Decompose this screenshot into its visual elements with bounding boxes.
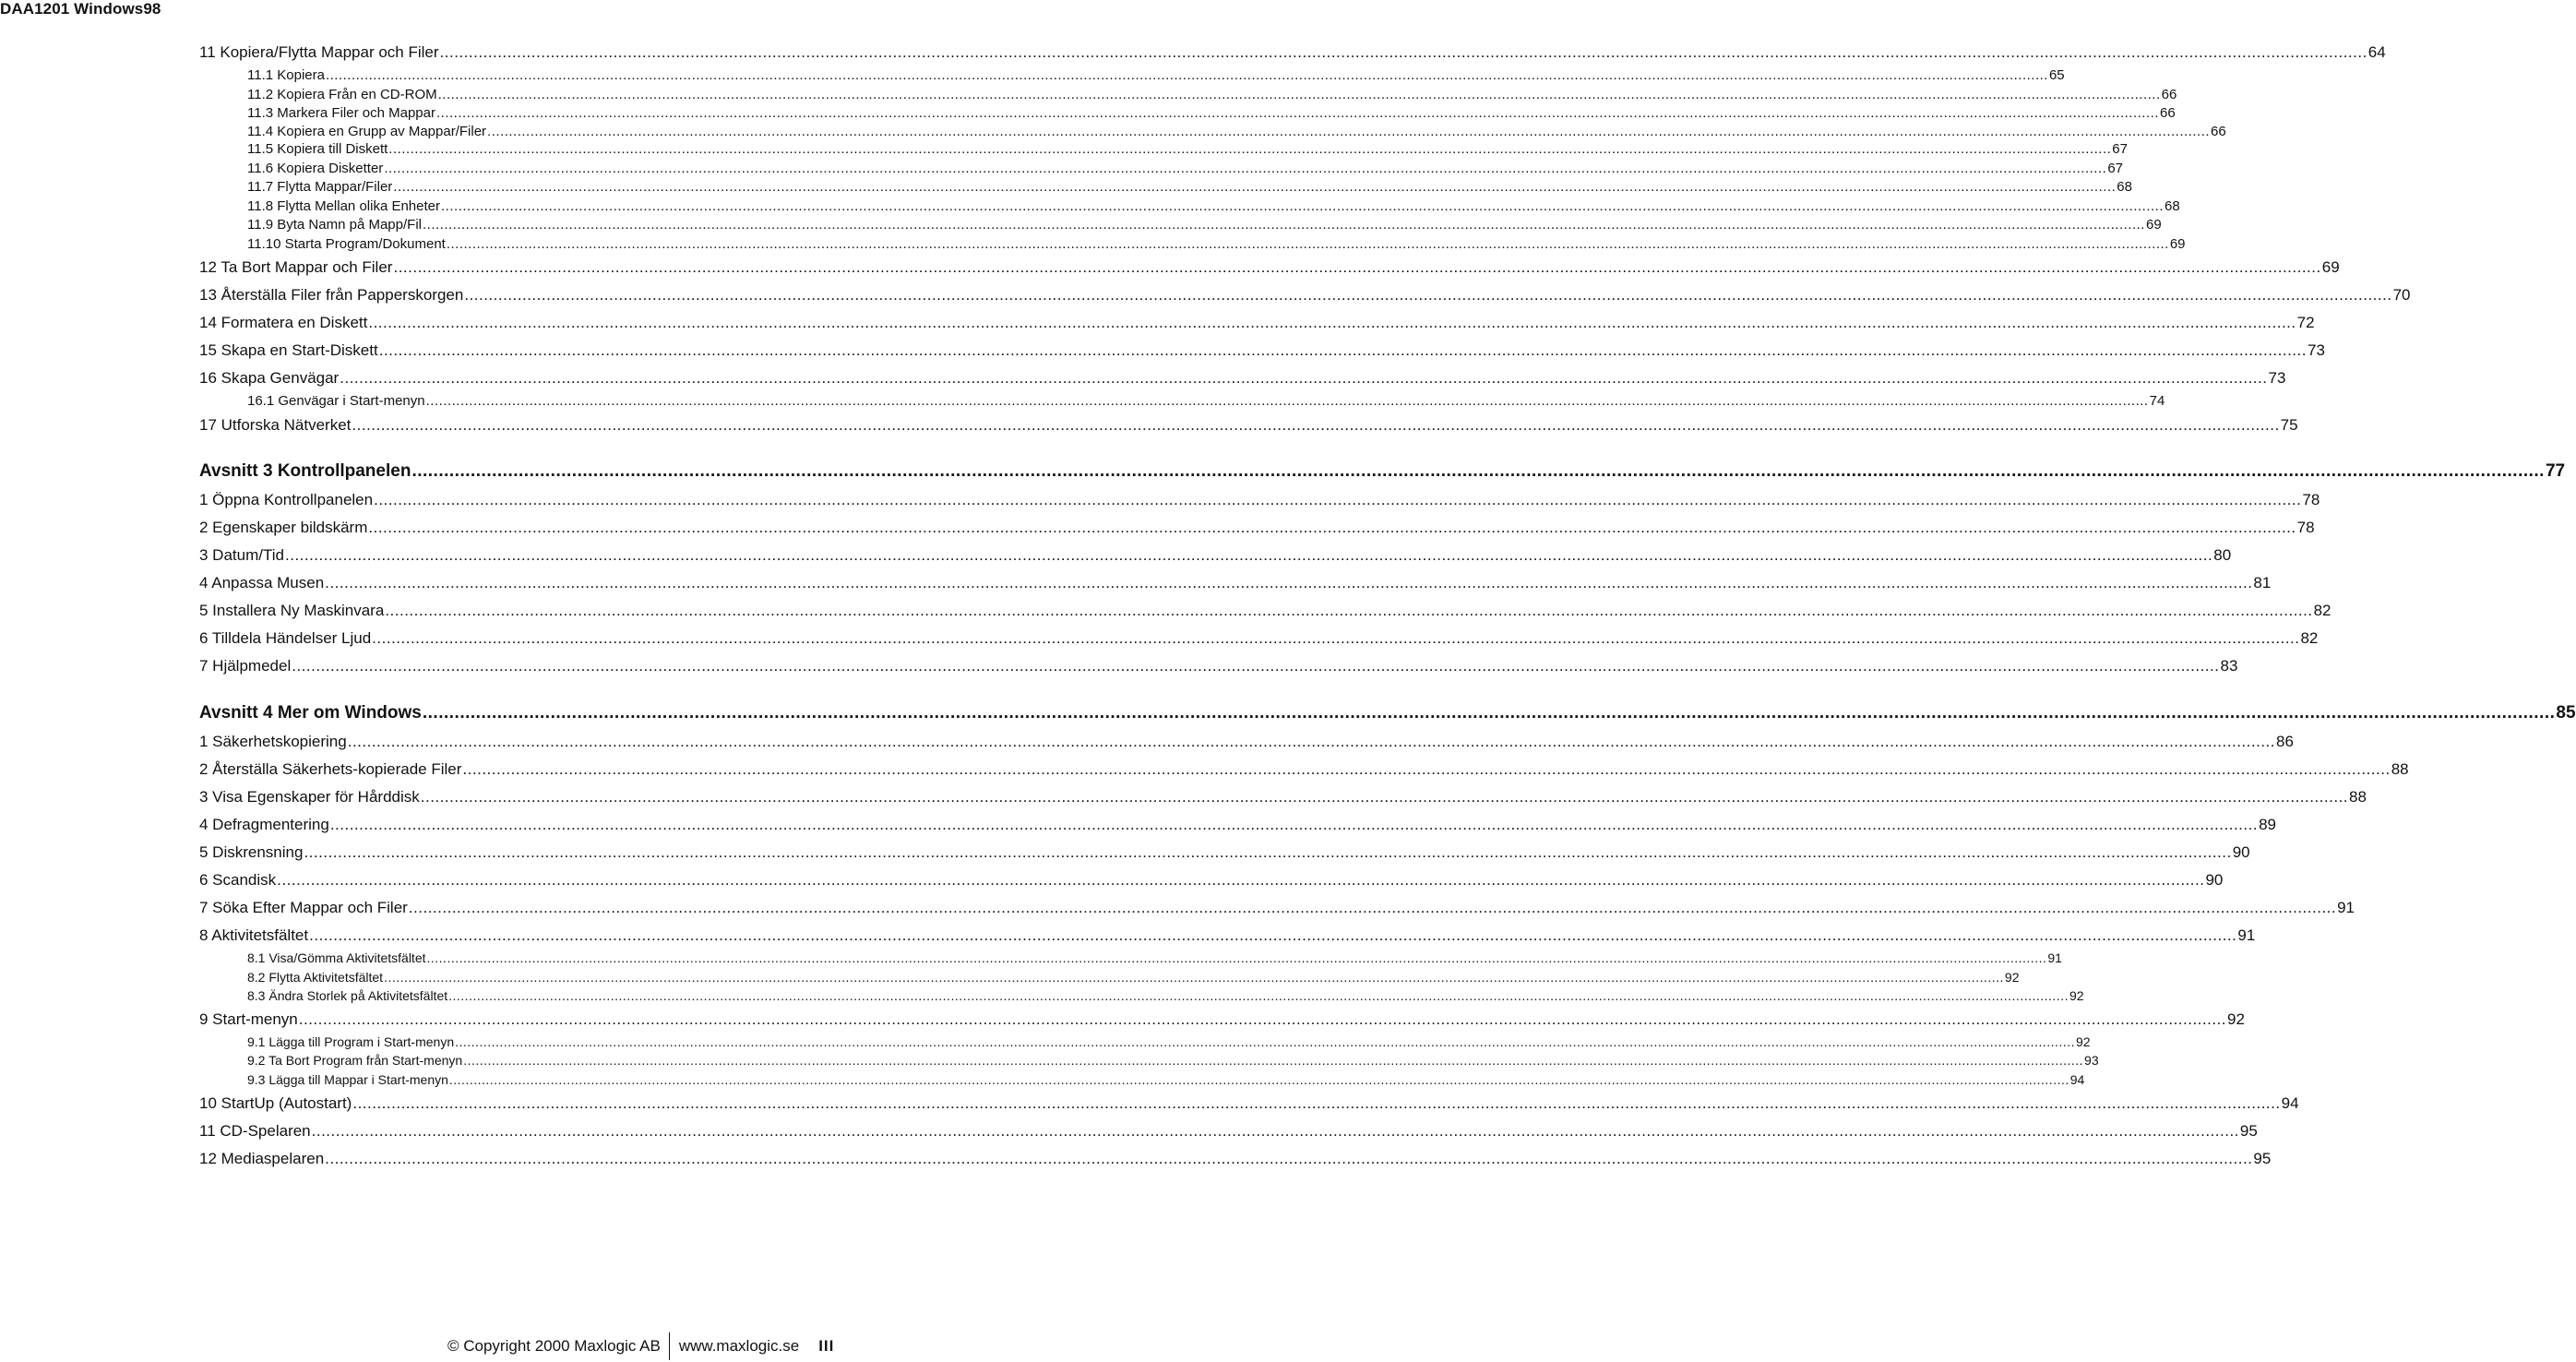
- toc-entry: [199, 43, 2386, 64]
- toc-entry-page: 69: [2169, 236, 2186, 252]
- toc-entry-title: 6 Tilldela Händelser Ljud: [199, 629, 372, 647]
- toc-dot-leader: ................................................................................................................................................................................................................................................................................................................................................................................................................: [422, 217, 2145, 233]
- toc-entry-page: 73: [2268, 369, 2286, 387]
- document-header-title: DAA1201 Windows98: [0, 0, 161, 18]
- toc-entry: [199, 816, 2276, 836]
- toc-entry-title: 11.7 Flytta Mappar/Filer: [247, 179, 393, 195]
- toc-entry: [199, 629, 2319, 650]
- toc-entry-title: 7 Hjälpmedel: [199, 657, 292, 675]
- toc-entry: [199, 602, 2332, 622]
- toc-entry-title: 3 Visa Egenskaper för Hårddisk: [199, 788, 420, 806]
- toc-dot-leader: ................................................................................................................................................................................................................................................................................................................................................................................................................: [388, 141, 2112, 157]
- toc-entry: [199, 788, 2367, 808]
- toc-dot-leader: ................................................................................................................................................................................................................................................................................................................................................................................................................: [435, 105, 2159, 121]
- toc-entry: [199, 491, 2320, 511]
- toc-entry-title: 11 CD-Spelaren: [199, 1122, 311, 1140]
- toc-entry-title: 4 Anpassa Musen: [199, 574, 325, 591]
- toc-entry-title: 11.3 Markera Filer och Mappar: [247, 105, 435, 121]
- toc-entry-page: 88: [2349, 788, 2367, 806]
- toc-dot-leader: ................................................................................................................................................................................................................................................................................................................................................................................................................: [448, 1072, 2069, 1087]
- toc-entry-page: 83: [2220, 657, 2238, 675]
- toc-entry-page: 92: [2004, 970, 2020, 985]
- toc-entry: [199, 760, 2409, 781]
- toc-entry-title: 1 Öppna Kontrollpanelen: [199, 491, 374, 508]
- toc-dot-leader: ................................................................................................................................................................................................................................................................................................................................................................................................................: [284, 546, 2213, 564]
- toc-entry-title: 11.2 Kopiera Från en CD-ROM: [247, 87, 437, 102]
- toc-entry-title: 11.5 Kopiera till Diskett: [247, 141, 388, 157]
- toc-entry: [247, 1053, 2099, 1070]
- toc-entry-page: 85: [2556, 703, 2576, 723]
- toc-entry-title: 8.2 Flytta Aktivitetsfältet: [247, 970, 384, 985]
- toc-dot-leader: ................................................................................................................................................................................................................................................................................................................................................................................................................: [446, 236, 2169, 252]
- toc-dot-leader: ................................................................................................................................................................................................................................................................................................................................................................................................................: [408, 899, 2337, 916]
- toc-entry: [199, 258, 2340, 279]
- toc-entry-page: 86: [2275, 733, 2294, 750]
- toc-entry-page: 92: [2069, 988, 2084, 1003]
- toc-entry: [199, 1150, 2272, 1170]
- toc-entry-page: 66: [2211, 124, 2226, 139]
- toc-entry: [199, 286, 2411, 306]
- toc-dot-leader: ................................................................................................................................................................................................................................................................................................................................................................................................................: [304, 843, 2232, 861]
- toc-entry-page: 88: [2391, 760, 2409, 778]
- toc-entry-title: 13 Återställa Filer från Papperskorgen: [199, 286, 464, 304]
- toc-entry: [199, 871, 2224, 891]
- toc-dot-leader: ................................................................................................................................................................................................................................................................................................................................................................................................................: [426, 950, 2047, 965]
- toc-entry: [199, 341, 2325, 362]
- toc-entry-title: 14 Formatera en Diskett: [199, 314, 368, 331]
- toc-entry-page: 89: [2259, 816, 2276, 833]
- toc-entry-page: 94: [2281, 1094, 2299, 1112]
- toc-dot-leader: ................................................................................................................................................................................................................................................................................................................................................................................................................: [325, 574, 2253, 591]
- toc-entry-page: 93: [2084, 1053, 2099, 1068]
- toc-entry: [199, 843, 2250, 864]
- toc-entry: [199, 1094, 2299, 1115]
- toc-entry: [199, 1122, 2258, 1142]
- toc-entry-title: 11 Kopiera/Flytta Mappar och Filer: [199, 43, 439, 61]
- toc-entry-page: 92: [2227, 1010, 2245, 1028]
- toc-entry-page: 95: [2239, 1122, 2258, 1140]
- toc-dot-leader: ................................................................................................................................................................................................................................................................................................................................................................................................................: [277, 871, 2205, 889]
- toc-entry: [199, 926, 2256, 947]
- toc-entry-page: 67: [2107, 161, 2123, 176]
- toc-entry-page: 69: [2321, 258, 2340, 276]
- toc-entry: [199, 733, 2294, 753]
- toc-entry-page: 73: [2307, 341, 2325, 359]
- toc-section-heading: [199, 703, 2576, 727]
- toc-entry-page: 66: [2159, 105, 2176, 121]
- toc-entry-title: 9.3 Lägga till Mappar i Start-menyn: [247, 1072, 448, 1087]
- toc-entry-title: 12 Ta Bort Mappar och Filer: [199, 258, 393, 276]
- toc-entry-title: Avsnitt 3 Kontrollpanelen: [199, 461, 411, 481]
- toc-dot-leader: ................................................................................................................................................................................................................................................................................................................................................................................................................: [441, 198, 2164, 214]
- toc-entry-title: 7 Söka Efter Mappar och Filer: [199, 899, 408, 916]
- toc-dot-leader: ................................................................................................................................................................................................................................................................................................................................................................................................................: [487, 124, 2211, 139]
- toc-entry-title: 11.6 Kopiera Disketter: [247, 161, 384, 176]
- toc-entry: [199, 899, 2355, 919]
- toc-entry-title: 8.1 Visa/Gömma Aktivitetsfältet: [247, 950, 426, 965]
- toc-dot-leader: ................................................................................................................................................................................................................................................................................................................................................................................................................: [420, 788, 2349, 806]
- toc-entry-page: 91: [2047, 950, 2062, 965]
- toc-entry-title: 1 Säkerhetskopiering: [199, 733, 347, 750]
- toc-dot-leader: ................................................................................................................................................................................................................................................................................................................................................................................................................: [374, 491, 2302, 508]
- toc-dot-leader: ................................................................................................................................................................................................................................................................................................................................................................................................................: [385, 602, 2313, 619]
- toc-entry-title: Avsnitt 4 Mer om Windows: [199, 703, 422, 723]
- toc-dot-leader: ................................................................................................................................................................................................................................................................................................................................................................................................................: [329, 816, 2259, 833]
- toc-entry-page: 66: [2161, 87, 2177, 102]
- toc-entry-title: 11.8 Flytta Mellan olika Enheter: [247, 198, 440, 214]
- footer-separator: [669, 1332, 670, 1360]
- toc-entry: [247, 179, 2132, 197]
- toc-entry: [247, 217, 2162, 234]
- toc-dot-leader: ................................................................................................................................................................................................................................................................................................................................................................................................................: [325, 67, 2048, 83]
- toc-entry-page: 82: [2313, 602, 2332, 619]
- toc-entry-page: 65: [2048, 67, 2065, 83]
- toc-entry-page: 68: [2165, 198, 2180, 214]
- toc-entry: [199, 1010, 2245, 1031]
- toc-entry-page: 74: [2149, 393, 2165, 409]
- toc-dot-leader: ................................................................................................................................................................................................................................................................................................................................................................................................................: [368, 314, 2296, 331]
- toc-entry: [199, 519, 2315, 539]
- toc-entry: [247, 970, 2020, 987]
- toc-entry-title: 16 Skapa Genvägar: [199, 369, 340, 387]
- toc-entry-page: 91: [2337, 899, 2355, 916]
- toc-entry: [247, 105, 2176, 123]
- toc-dot-leader: ................................................................................................................................................................................................................................................................................................................................................................................................................: [448, 988, 2069, 1003]
- toc-dot-leader: ................................................................................................................................................................................................................................................................................................................................................................................................................: [372, 629, 2300, 647]
- toc-entry: [247, 124, 2226, 141]
- toc-entry-page: 94: [2069, 1072, 2085, 1087]
- toc-entry-title: 2 Återställa Säkerhets-kopierade Filer: [199, 760, 462, 778]
- toc-entry-title: 11.9 Byta Namn på Mapp/Fil: [247, 217, 422, 233]
- toc-entry-title: 8 Aktivitetsfältet: [199, 926, 309, 944]
- toc-entry-page: 81: [2253, 574, 2272, 591]
- toc-section-heading: [199, 461, 2566, 485]
- toc-dot-leader: ................................................................................................................................................................................................................................................................................................................................................................................................................: [411, 461, 2545, 481]
- toc-entry-title: 16.1 Genvägar i Start-menyn: [247, 393, 425, 409]
- toc-dot-leader: ................................................................................................................................................................................................................................................................................................................................................................................................................: [352, 416, 2280, 434]
- toc-dot-leader: ................................................................................................................................................................................................................................................................................................................................................................................................................: [298, 1010, 2227, 1028]
- toc-entry-page: 78: [2302, 491, 2320, 508]
- toc-entry-title: 9.1 Lägga till Program i Start-menyn: [247, 1034, 455, 1049]
- toc-entry: [247, 67, 2065, 85]
- toc-entry-title: 3 Datum/Tid: [199, 546, 284, 564]
- toc-entry-page: 90: [2232, 843, 2250, 861]
- toc-dot-leader: ................................................................................................................................................................................................................................................................................................................................................................................................................: [463, 1053, 2084, 1068]
- toc-dot-leader: ................................................................................................................................................................................................................................................................................................................................................................................................................: [384, 161, 2107, 176]
- toc-entry-title: 9 Start-menyn: [199, 1010, 298, 1028]
- toc-entry-page: 72: [2296, 314, 2315, 331]
- toc-dot-leader: ................................................................................................................................................................................................................................................................................................................................................................................................................: [439, 43, 2367, 61]
- toc-entry-page: 68: [2117, 179, 2132, 195]
- toc-entry-title: 11.4 Kopiera en Grupp av Mappar/Filer: [247, 124, 487, 139]
- toc-dot-leader: ................................................................................................................................................................................................................................................................................................................................................................................................................: [437, 87, 2161, 102]
- toc-dot-leader: ................................................................................................................................................................................................................................................................................................................................................................................................................: [393, 179, 2117, 195]
- toc-entry: [247, 141, 2128, 159]
- toc-entry-page: 80: [2213, 546, 2232, 564]
- toc-dot-leader: ................................................................................................................................................................................................................................................................................................................................................................................................................: [347, 733, 2275, 750]
- toc-entry-title: 11.1 Kopiera: [247, 67, 325, 83]
- toc-entry-page: 70: [2392, 286, 2411, 304]
- footer-url: www.maxlogic.se: [678, 1337, 800, 1355]
- toc-entry-title: 4 Defragmentering: [199, 816, 329, 833]
- toc-entry: [247, 950, 2062, 968]
- toc-entry: [199, 314, 2315, 334]
- toc-dot-leader: ................................................................................................................................................................................................................................................................................................................................................................................................................: [384, 970, 2004, 985]
- toc-entry-title: 15 Skapa en Start-Diskett: [199, 341, 378, 359]
- footer-page-number: III: [818, 1337, 835, 1355]
- toc-dot-leader: ................................................................................................................................................................................................................................................................................................................................................................................................................: [309, 926, 2237, 944]
- toc-entry: [247, 393, 2165, 411]
- toc-dot-leader: ................................................................................................................................................................................................................................................................................................................................................................................................................: [464, 286, 2392, 304]
- toc-entry-page: 75: [2280, 416, 2298, 434]
- toc-dot-leader: ................................................................................................................................................................................................................................................................................................................................................................................................................: [425, 393, 2149, 409]
- toc-dot-leader: ................................................................................................................................................................................................................................................................................................................................................................................................................: [393, 258, 2321, 276]
- toc-entry-page: 92: [2075, 1034, 2091, 1049]
- toc-entry-title: 12 Mediaspelaren: [199, 1150, 325, 1167]
- toc-dot-leader: ................................................................................................................................................................................................................................................................................................................................................................................................................: [340, 369, 2268, 387]
- toc-entry-title: 5 Installera Ny Maskinvara: [199, 602, 385, 619]
- toc-entry-page: 91: [2237, 926, 2256, 944]
- toc-entry-title: 9.2 Ta Bort Program från Start-menyn: [247, 1053, 463, 1068]
- toc-entry: [199, 574, 2272, 594]
- toc-entry: [247, 1072, 2085, 1090]
- toc-dot-leader: ................................................................................................................................................................................................................................................................................................................................................................................................................: [292, 657, 2220, 675]
- toc-dot-leader: ................................................................................................................................................................................................................................................................................................................................................................................................................: [311, 1122, 2239, 1140]
- toc-entry: [247, 236, 2186, 254]
- toc-entry: [247, 161, 2123, 178]
- toc-entry-page: 64: [2367, 43, 2386, 61]
- toc-dot-leader: ................................................................................................................................................................................................................................................................................................................................................................................................................: [462, 760, 2391, 778]
- toc-entry: [247, 1034, 2091, 1052]
- toc-entry-page: 95: [2253, 1150, 2272, 1167]
- toc-entry-page: 69: [2145, 217, 2162, 233]
- toc-entry: [199, 416, 2298, 436]
- toc-entry: [247, 87, 2177, 104]
- toc-dot-leader: ................................................................................................................................................................................................................................................................................................................................................................................................................: [325, 1150, 2253, 1167]
- toc-dot-leader: ................................................................................................................................................................................................................................................................................................................................................................................................................: [368, 519, 2296, 536]
- toc-dot-leader: ................................................................................................................................................................................................................................................................................................................................................................................................................: [422, 703, 2556, 723]
- toc-entry-title: 6 Scandisk: [199, 871, 277, 889]
- toc-entry-page: 78: [2296, 519, 2315, 536]
- toc-entry-title: 8.3 Ändra Storlek på Aktivitetsfältet: [247, 988, 448, 1003]
- toc-dot-leader: ................................................................................................................................................................................................................................................................................................................................................................................................................: [455, 1034, 2075, 1049]
- toc-entry: [247, 988, 2084, 1006]
- toc-entry: [247, 198, 2180, 216]
- toc-entry-title: 2 Egenskaper bildskärm: [199, 519, 368, 536]
- toc-dot-leader: ................................................................................................................................................................................................................................................................................................................................................................................................................: [352, 1094, 2281, 1112]
- toc-entry-title: 10 StartUp (Autostart): [199, 1094, 352, 1112]
- toc-entry-page: 90: [2205, 871, 2224, 889]
- toc-entry-title: 5 Diskrensning: [199, 843, 304, 861]
- footer-copyright: © Copyright 2000 Maxlogic AB: [447, 1337, 661, 1355]
- page-footer: [447, 1333, 834, 1359]
- toc-entry: [199, 369, 2286, 389]
- toc-entry-title: 17 Utforska Nätverket: [199, 416, 352, 434]
- toc-dot-leader: ................................................................................................................................................................................................................................................................................................................................................................................................................: [378, 341, 2307, 359]
- toc-entry-page: 77: [2545, 461, 2566, 481]
- toc-entry: [199, 657, 2238, 677]
- toc-entry: [199, 546, 2232, 567]
- toc-entry-title: 11.10 Starta Program/Dokument: [247, 236, 446, 252]
- toc-entry-page: 82: [2300, 629, 2319, 647]
- toc-entry-page: 67: [2112, 141, 2128, 157]
